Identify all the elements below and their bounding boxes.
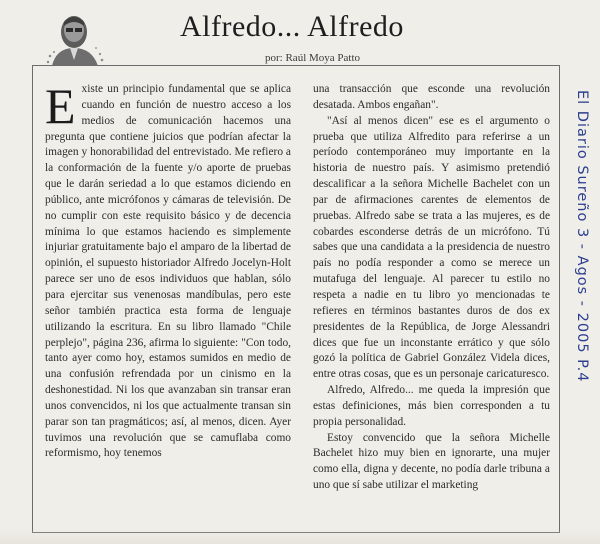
article-byline: por: Raúl Moya Patto <box>265 52 361 64</box>
author-portrait-image <box>44 8 106 66</box>
handwritten-source-note: El Diario Sureño 3 - Agos - 2005 P.4 <box>574 90 590 383</box>
page-edge <box>0 530 600 544</box>
article-paragraph: xiste un principio fundamental que se aplica cuando en función de nuestro acceso a los medios de comunicación hacemos una pregunta que contiene juicios que podrían afectar la imagen y honorabilidad del entrevistado. Me refiero a la conformación de la fuente y/o aporte de pruebas que le darán seriedad a lo que estamos diciendo en público, ante micrófonos y cámaras de televisión. De no cumplir con este requisito básico y de decencia mínima lo que estamos haciendo es simplemente injuriar gratuitamente bajo el amparo de la libertad de opinión, el supuesto historiador Alfredo Jocelyn-Holt parece ser uno de esos individuos que hablan, sólo para ejercitar sus venenosas mandíbulas, pero este señor también practica esta forma de lenguaje utilizando la escritura. En su libro llamado "Chile perplejo", página 236, afirma lo siguiente: "Con todo, tanto ayer como hoy, estamos sumidos en medio de una confusión refrendada por un cinismo en la deshonestidad. Ni los que avanzaban sin transar eran unos convencidos, ni los que actualmente transan sin parar son tan pragmáticos; así, al menos, dicen. Ayer tuvimos una revolución que se camuflaba como reformismo, hoy tenemos <box>45 83 291 460</box>
article-paragraph: "Así al menos dicen" ese es el argumento o prueba que utiliza Alfredito para referirse a un período contemporáneo muy importante en la historia de nuestro país. Y asimismo pretendió descalificar a la señora Michelle Bachelet con un par de afirmaciones carentes de elementos de pruebas. Alfredo sabe se trata a las mujeres, es de cobardes esconderse detrás de un micrófono. Tú sabes que una candidata a la presidencia de nuestro país no podía responder a como se merece un mutafuga del lenguaje. Al parecer tu estilo no respeta a nadie en tu libro yo mencionadas te refieres en términos bastantes duros de dos ex presidentes de la República, de Jorge Alessandri dices que fue un inconstante errático y que sólo gozó la política de Gabriel González Videla dices, entre otras cosas, que es un personaje caricaturesco. <box>313 114 550 381</box>
article-column-left <box>45 82 291 522</box>
drop-cap: E <box>45 82 76 134</box>
article-title: Alfredo... Alfredo <box>180 10 404 43</box>
article-paragraph: Estoy convencido que la señora Michelle Bachelet hizo muy bien en ignorarte, una mujer como ella, digna y decente, no podía darle tribuna a uno que sí sabe utilizar el marketing <box>313 431 550 492</box>
article-paragraph: una transacción que esconde una revolución desatada. Ambos engañan". <box>313 83 550 111</box>
article-paragraph: Alfredo, Alfredo... me queda la impresión que estas definiciones, más bien corresponden a tu propia personalidad. <box>313 384 550 428</box>
article-column-right <box>313 82 550 522</box>
